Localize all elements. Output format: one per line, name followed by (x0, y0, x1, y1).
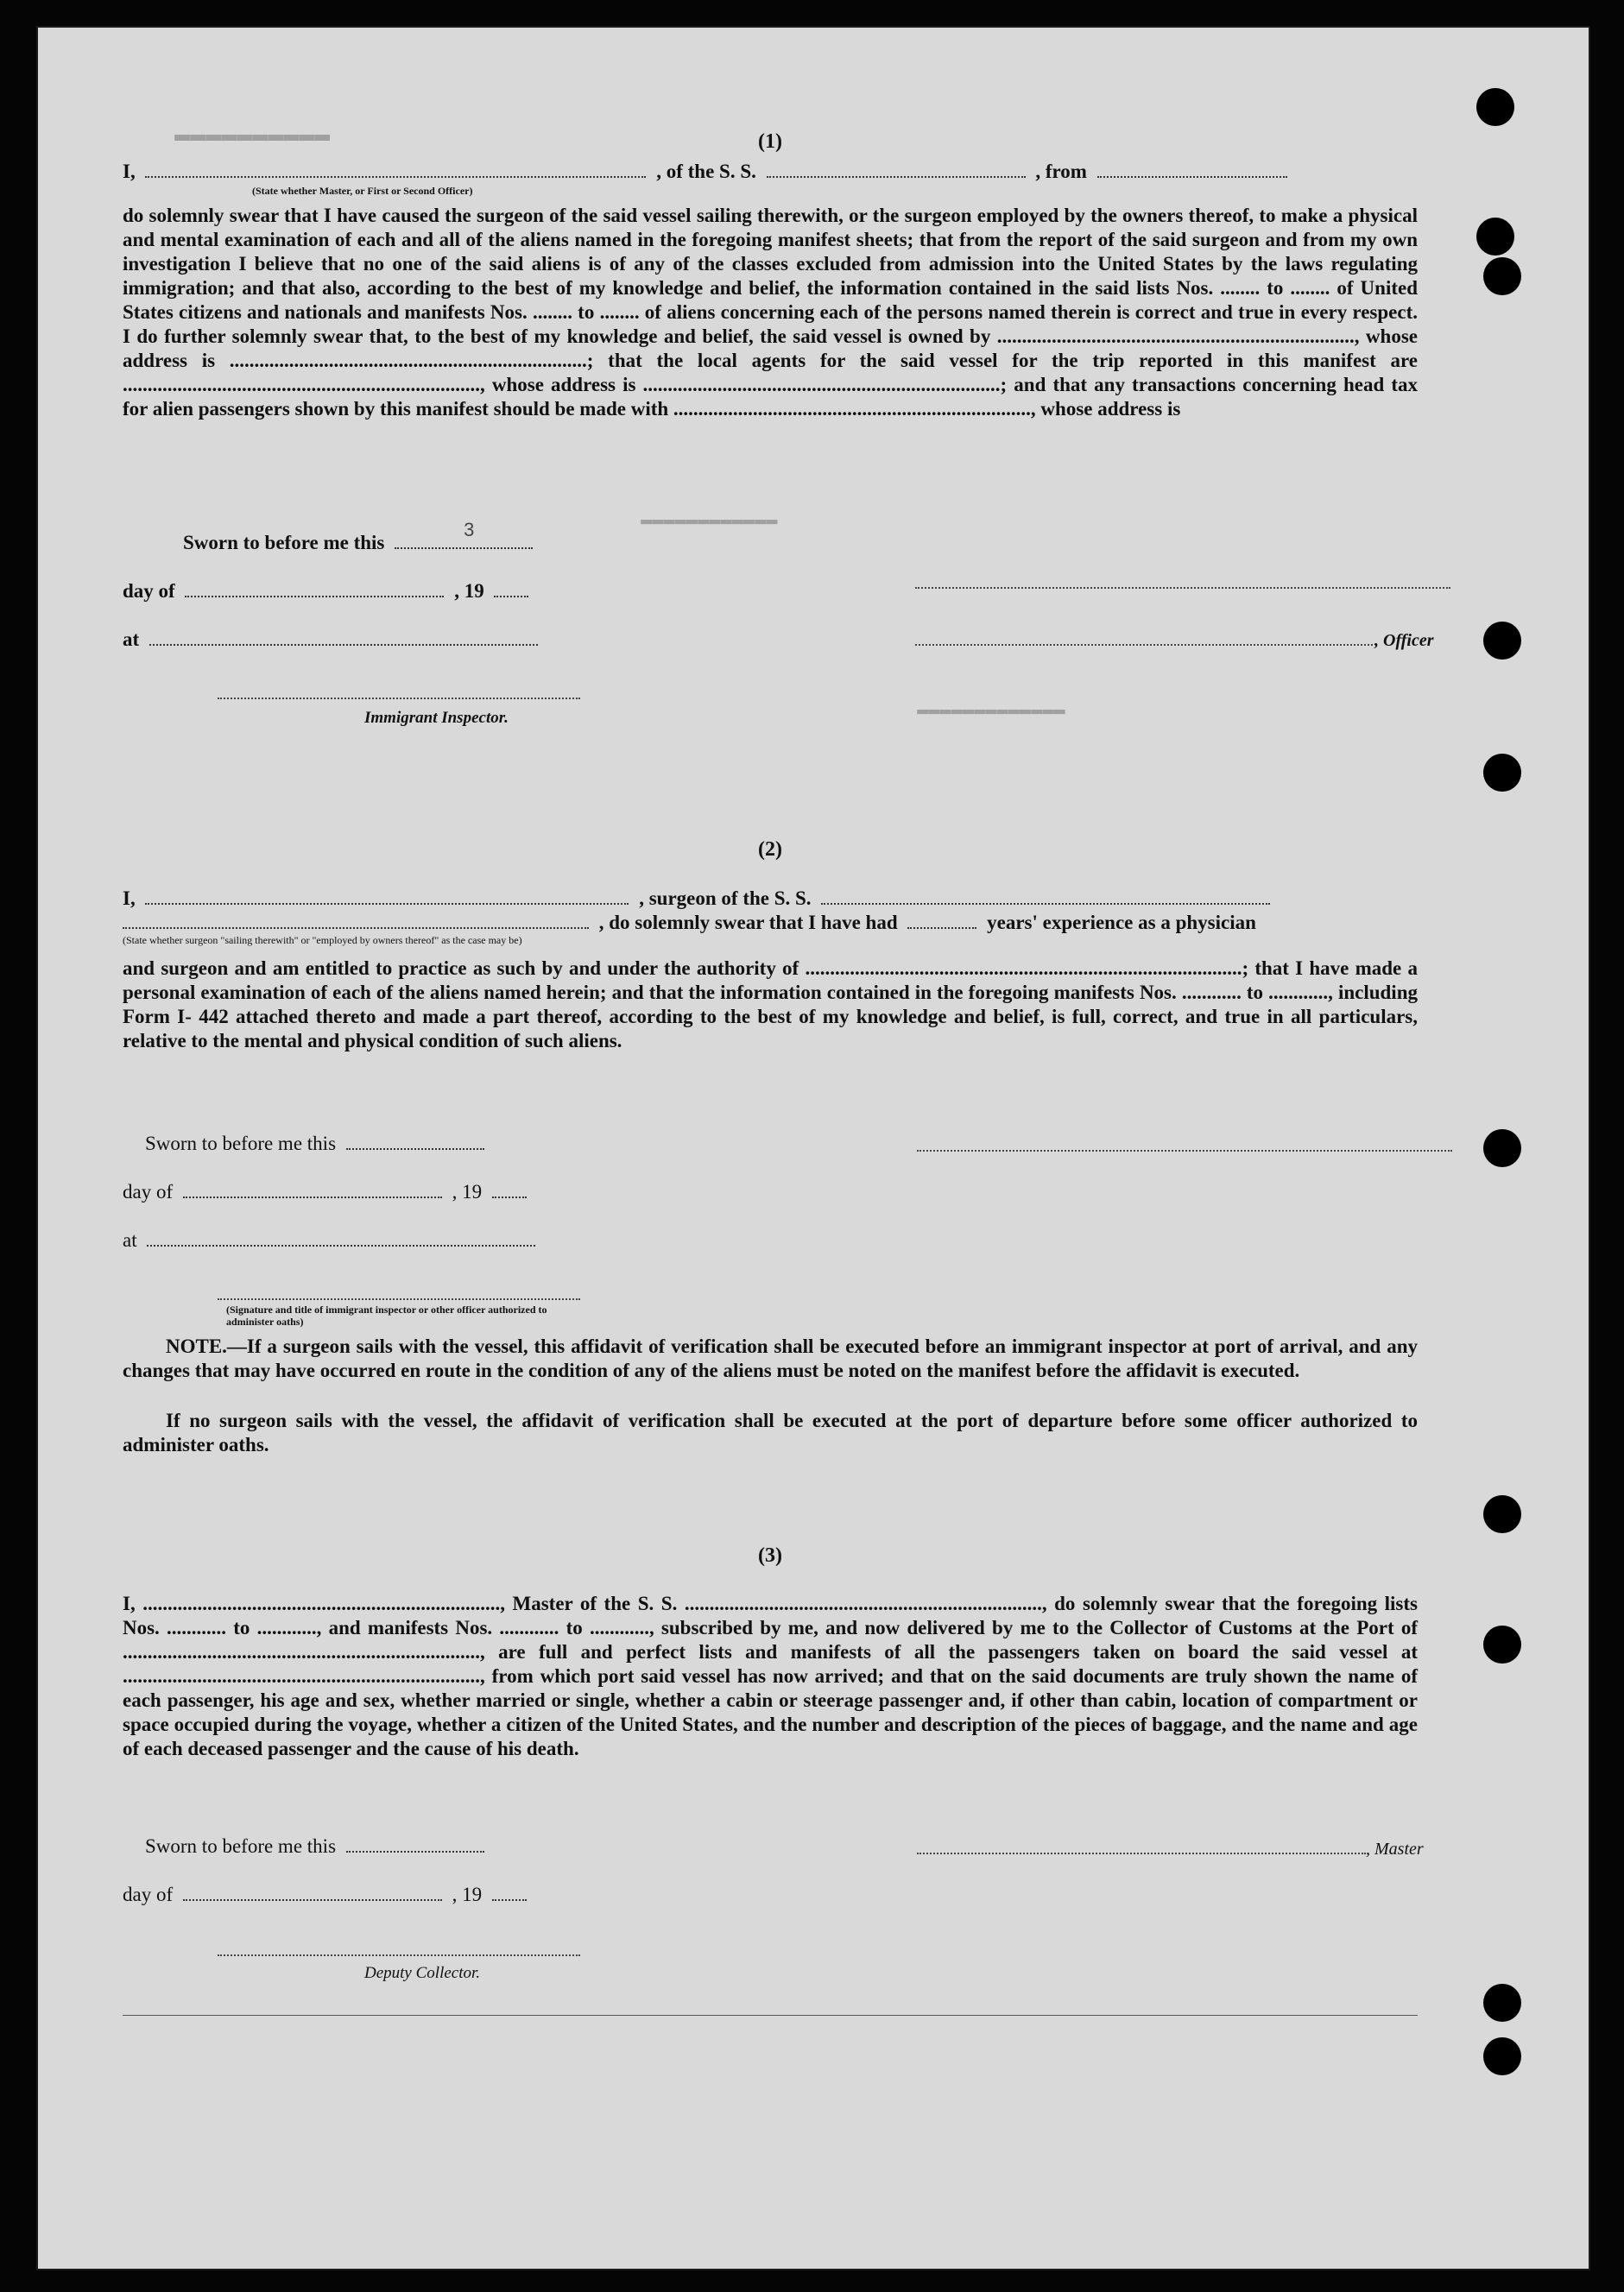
day-of-field[interactable] (185, 578, 444, 597)
s3-year-label: , 19 (452, 1884, 483, 1905)
at-label: at (123, 628, 140, 650)
swear-label: , do solemnly swear that I have had (598, 912, 898, 933)
inspector-label: Immigrant Inspector. (364, 709, 509, 727)
years-label: years' experience as a physician (987, 912, 1256, 933)
declarant-name-field[interactable] (145, 159, 646, 178)
s2-day-of-row (123, 1179, 1418, 1204)
sworn-row (183, 519, 1478, 555)
punch-hole (1483, 1495, 1521, 1533)
officer-signature-line-1[interactable] (915, 587, 1450, 589)
s2-year-label: , 19 (452, 1181, 483, 1203)
year-label: , 19 (454, 580, 484, 602)
bleed-through-mark: ▬▬▬▬▬▬▬▬▬▬▬▬ (641, 509, 778, 531)
s2-sworn-label: Sworn to before me this (145, 1133, 337, 1154)
note-paragraph-1: NOTE.—If a surgeon sails with the vessel, this affidavit of verification shall be executed before an immigrant inspector at port of arrival, and any changes that may have occurred en route in the condition of any of the aliens must be noted on the manifest before the affidavit is executed. (123, 1335, 1418, 1381)
punch-hole (1483, 1626, 1521, 1664)
section-3-oath-text: I, ........................................................................, Master of the S. S. ........................................................................, do solemnly swear that the foregoing lists Nos. ............ to ............, and manifests Nos. ............ to ............, subscribed by me, and now delivered by me to the Collector of Customs at the Port of ........................................................................, are full and perfect lists and manifests of all the passengers taken on board the said vessel at ........................................................................, from which port said vessel has now arrived; and that on the said documents are truly shown the name of each passenger, his age and sex, whether married or single, whether a cabin or steerage passenger and, if other than cabin, location of compartment or space occupied during the voyage, whether a citizen of the United States, and the number and description of the pieces of baggage, and the name and age of each deceased passenger and the cause of his death. (123, 1593, 1418, 1759)
vessel-name-field[interactable] (767, 159, 1026, 178)
punch-hole (1476, 88, 1514, 126)
punch-hole (1483, 1984, 1521, 2022)
punch-hole (1483, 1129, 1521, 1167)
s2-sworn-row (145, 1131, 1440, 1156)
collector-label: Deputy Collector. (364, 1964, 481, 1982)
at-field[interactable] (149, 627, 538, 646)
from-label: , from (1035, 161, 1087, 182)
section-1-oath-text: do solemnly swear that I have caused the surgeon of the said vessel sailing therewith, or the surgeon employed by the owners thereof, to make a physical and mental examination of each and all of the aliens named in the foregoing manifest sheets; that from the report of the said surgeon and from my own investigation I believe that no one of the said aliens is of any of the classes excluded from admission into the United States by the laws regulating immigration; and that also, according to the best of my knowledge and belief, the information contained in the said lists Nos. ........ to ........ of United States citizens and nationals and manifests Nos. ........ to ........ of aliens concerning each of the persons named therein is correct and true in every respect. I do further solemnly swear that, to the best of my knowledge and belief, the said vessel is owned by ........................................................................, whose address is ........................................................................; that the local agents for the said vessel for the trip reported in this manifest are ........................................................................, whose address is ........................................................................; and that any transactions concerning head tax for alien passengers shown by this manifest should be made with ........................................................................, whose address is (123, 205, 1418, 420)
punch-hole (1476, 218, 1514, 256)
master-signature-line[interactable] (917, 1853, 1366, 1854)
s2-at-field[interactable] (147, 1228, 535, 1247)
sworn-day-value: 3 (464, 519, 475, 540)
section-2-oath-text: and surgeon and am entitled to practice as such by and under the authority of ........................................................................................; that I have made a personal examination of each of the aliens named herein; and that the information contained in the foregoing manifests Nos. ............ to ............, including Form I- 442 attached thereto and made a part thereof, according to the best of my knowledge and belief, is full, correct, and true in all particulars, relative to the mental and physical condition of such aliens. (123, 957, 1418, 1051)
s3-sworn-day-field[interactable] (346, 1834, 484, 1853)
declarant-rank-note: (State whether Master, or First or Second Officer) (252, 185, 473, 197)
section-1-declarant-line (123, 159, 1418, 184)
declarant-label: I, (123, 161, 136, 182)
s2-year-field[interactable] (492, 1179, 527, 1198)
s3-day-of-field[interactable] (183, 1882, 442, 1901)
punch-hole (1483, 622, 1521, 660)
surgeon-status-field[interactable] (123, 910, 589, 929)
year-field[interactable] (494, 578, 528, 597)
surgeon-line (123, 886, 1418, 911)
years-field[interactable] (907, 910, 976, 929)
at-row (123, 627, 1418, 652)
s2-surgeon-signature-line[interactable] (917, 1150, 1452, 1152)
surgeon-ss-label: , surgeon of the S. S. (639, 887, 812, 909)
officer-signature-line-2[interactable] (915, 644, 1373, 646)
s3-sworn-row (145, 1834, 1440, 1859)
s2-day-of-label: day of (123, 1181, 174, 1203)
punch-hole (1483, 257, 1521, 295)
s3-day-of-row (123, 1882, 1418, 1907)
document-page (36, 26, 1590, 2270)
master-label: , Master (1366, 1840, 1424, 1859)
day-of-row (123, 578, 1418, 603)
from-port-field[interactable] (1097, 159, 1287, 178)
vessel-label: , of the S. S. (656, 161, 756, 182)
section-1-heading: (1) (758, 130, 782, 153)
s2-day-of-field[interactable] (183, 1179, 442, 1198)
bleed-through-mark: ▬▬▬▬▬▬▬▬▬▬▬▬▬ (917, 699, 1065, 721)
note-paragraph-2: If no surgeon sails with the vessel, the affidavit of verification shall be executed at the port of departure before some officer authorized to administer oaths. (123, 1410, 1418, 1455)
experience-line (123, 910, 1418, 935)
bottom-rule (123, 2015, 1418, 2016)
sworn-day-field[interactable] (395, 519, 533, 549)
officer-label: , Officer (1374, 631, 1434, 650)
collector-signature-line[interactable] (218, 1954, 580, 1956)
bleed-through-mark: ▬▬▬▬▬▬▬▬▬▬ (174, 121, 331, 150)
s3-sworn-label: Sworn to before me this (145, 1835, 337, 1857)
surgeon-i-label: I, (123, 887, 136, 909)
surgeon-vessel-field[interactable] (821, 886, 1270, 905)
s3-day-of-label: day of (123, 1884, 174, 1905)
surgeon-name-field[interactable] (145, 886, 629, 905)
punch-hole (1483, 2037, 1521, 2075)
section-3-heading: (3) (758, 1544, 782, 1567)
s2-at-label: at (123, 1229, 137, 1251)
section-2-heading: (2) (758, 838, 782, 861)
sworn-label: Sworn to before me this (183, 532, 385, 553)
s3-year-field[interactable] (492, 1882, 527, 1901)
punch-hole (1483, 754, 1521, 792)
s2-sworn-day-field[interactable] (346, 1131, 484, 1150)
s2-officer-note: (Signature and title of immigrant inspector or other officer authorized to administer oaths) (226, 1304, 547, 1328)
s2-officer-signature-line[interactable] (218, 1298, 580, 1300)
s2-at-row (123, 1228, 1418, 1253)
day-of-label: day of (123, 580, 175, 602)
inspector-signature-line[interactable] (218, 698, 580, 699)
surgeon-status-note: (State whether surgeon "sailing therewith" or "employed by owners thereof" as the case may be) (123, 934, 522, 946)
